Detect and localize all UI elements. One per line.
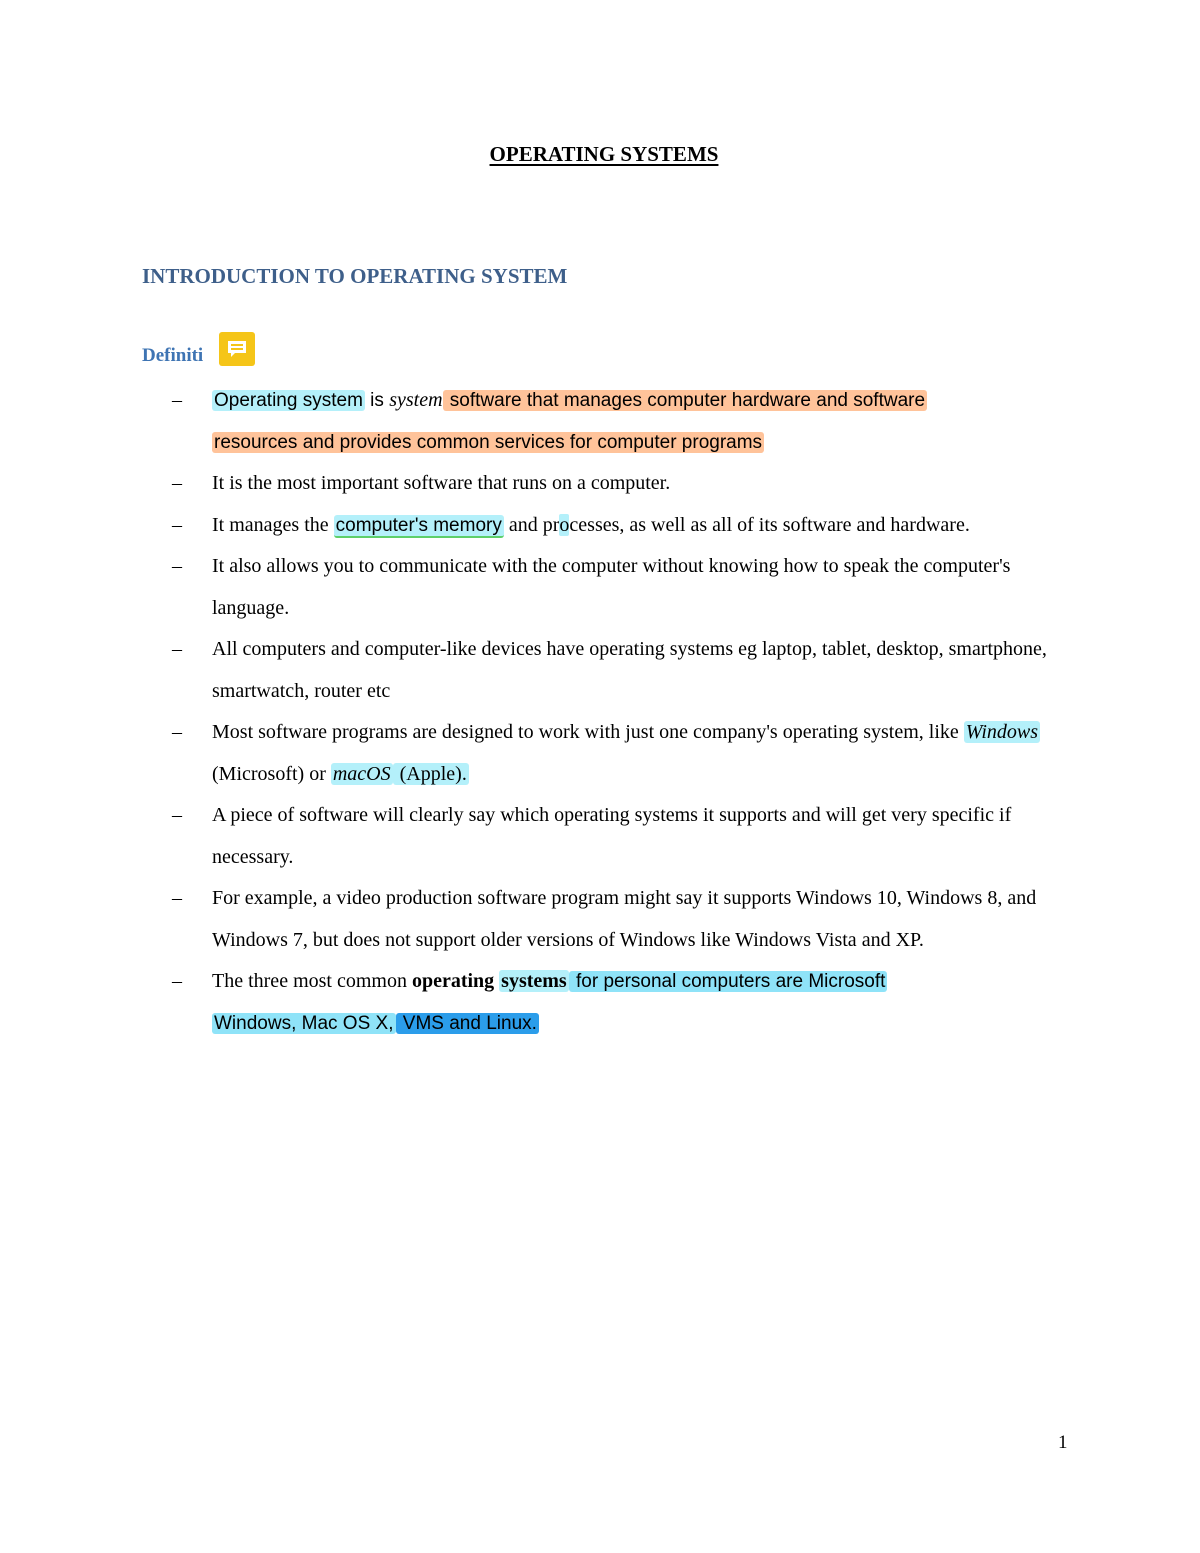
highlighted-term: computer's memory <box>335 514 502 536</box>
bullet-dash: – <box>172 389 182 411</box>
bullet-text: It manages the <box>212 513 334 536</box>
page-number: 1 <box>1058 1432 1068 1453</box>
bullet-text: is <box>364 390 390 411</box>
highlighted-term: Operating system <box>214 390 363 411</box>
bullet-text: It is the most important software that runs on a computer. <box>212 472 671 494</box>
bullet-dash: – <box>172 887 182 909</box>
bullet-text: For example, a video production software program might say it supports Windows 10, Windows 8, and Windows 7, but does not support older versions of Windows like Windows Vista and XP. <box>212 887 1037 951</box>
bullet-dash: – <box>172 804 182 826</box>
bullet-item <box>172 546 1072 629</box>
highlighted-letter: o <box>559 513 570 536</box>
highlighted-text: for personal computers are Microsoft <box>570 971 886 992</box>
bullet-text: A piece of software will clearly say which operating systems it supports and will get very specific if necessary. <box>212 804 1012 868</box>
bullet-dash: – <box>172 555 182 577</box>
bullet-item <box>172 961 1072 1044</box>
bullet-dash: – <box>172 472 182 494</box>
comment-glyph <box>227 340 247 358</box>
highlighted-term: macOS <box>332 762 391 785</box>
bullet-item <box>172 463 1072 505</box>
italic-term: system <box>389 389 443 411</box>
highlighted-text: software that manages computer hardware and software <box>444 390 926 411</box>
highlighted-text: VMS and Linux. <box>397 1012 537 1034</box>
bullet-text: Most software programs are designed to work with just one company's operating system, like <box>212 721 964 743</box>
highlighted-term: Windows <box>965 721 1039 743</box>
bullet-text: All computers and computer-like devices have operating systems eg laptop, tablet, desktop, smartphone, smartwatch, router etc <box>212 638 1047 702</box>
bullet-text: (Microsoft) or <box>212 762 331 785</box>
bullet-item <box>172 878 1072 961</box>
bold-term: operating <box>411 970 500 992</box>
bullet-item <box>172 795 1072 878</box>
bullet-item <box>172 505 1072 547</box>
bullet-text: and pr <box>503 513 560 536</box>
bullet-dash: – <box>172 970 182 992</box>
definition-heading: Definiti <box>142 345 204 366</box>
comment-icon[interactable] <box>219 332 255 366</box>
bullet-text: The three most common <box>212 970 412 992</box>
bullet-dash: – <box>172 721 182 743</box>
highlighted-text: Windows, Mac OS X, <box>214 1012 394 1034</box>
bullet-item <box>172 629 1072 712</box>
bullet-text: It also allows you to communicate with the computer without knowing how to speak the computer's language. <box>212 555 1011 619</box>
bullet-item <box>172 380 1072 463</box>
bullet-dash: – <box>172 513 182 536</box>
page-title: OPERATING SYSTEMS <box>489 142 719 166</box>
bullet-item <box>172 712 1072 795</box>
bullet-text: cesses, as well as all of its software and hardware. <box>569 513 970 536</box>
bullet-dash: – <box>172 638 182 660</box>
definition-bullet-list <box>172 380 1072 1044</box>
highlighted-term: systems <box>501 970 567 992</box>
highlighted-text: (Apple). <box>394 762 467 785</box>
highlighted-text: resources and provides common services for computer programs <box>214 431 763 453</box>
section-heading: INTRODUCTION TO OPERATING SYSTEM <box>142 264 568 288</box>
